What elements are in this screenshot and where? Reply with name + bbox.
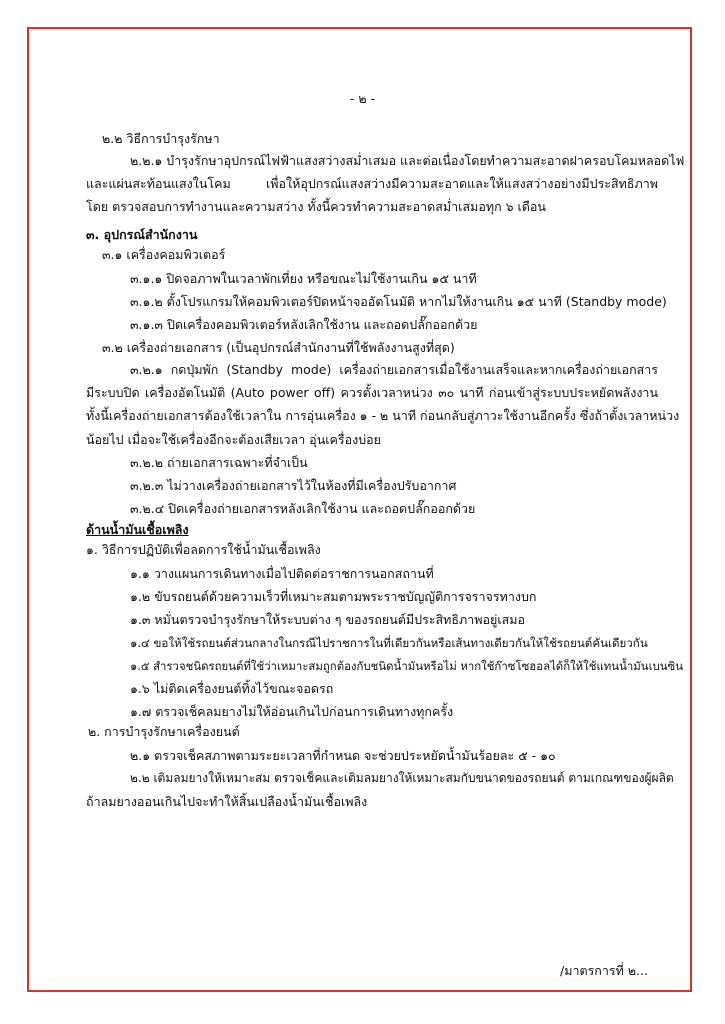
- continuation-footer: /มาตรการที่ ๒...: [560, 963, 648, 978]
- paragraph-2-2-1-line-1: ๒.๒.๑ บำรุงรักษาอุปกรณ์ไฟฟ้าแสงสว่างสม่ำเสมอ และต่อเนื่องโดยทำความสะอาดฝาครอบโคมหลอดไฟ: [130, 153, 685, 168]
- fuel-heading-1: ๑. วิธีการปฏิบัติเพื่อลดการใช้น้ำมันเชื้อเพลิง: [86, 542, 321, 557]
- fuel-item-2-2-line-1: ๒.๒ เติมลมยางให้เหมาะสม ตรวจเช็คและเติมลมยางให้เหมาะสมกับขนาดของรถยนต์ ตามเกณฑของผู้ผลิต: [130, 771, 674, 785]
- fuel-section-heading: ด้านน้ำมันเชื้อเพลิง: [86, 522, 189, 537]
- item-3-1-3: ๓.๑.๓ ปิดเครื่องคอมพิวเตอร์หลังเลิกใช้งาน และถอดปลั๊กออกด้วย: [130, 317, 478, 332]
- fuel-item-1-1: ๑.๑ วางแผนการเดินทางเมื่อไปติดต่อราชการนอกสถานที่: [130, 566, 434, 581]
- page-number: - ๒ -: [349, 91, 376, 106]
- fuel-item-1-7: ๑.๗ ตรวจเช็คลมยางไม่ให้อ่อนเกินไปก่อนการเดินทางทุกครั้ง: [130, 704, 454, 719]
- fuel-item-2-1: ๒.๑ ตรวจเช็คสภาพตามระยะเวลาที่กำหนด จะช่วยประหยัดน้ำมันร้อยละ ๕ - ๑๐: [130, 748, 556, 763]
- item-3-2-4: ๓.๒.๔ ปิดเครื่องถ่ายเอกสารหลังเลิกใช้งาน และถอดปลั๊กออกด้วย: [130, 501, 476, 516]
- item-3-2-2: ๓.๒.๒ ถ่ายเอกสารเฉพาะที่จำเป็น: [130, 455, 308, 470]
- item-3-2-1-line-2: มีระบบปิด เครื่องอัตโนมัติ (Auto power off) ควรตั้งเวลาหน่วง ๓๐ นาที ก่อนเข้าสู่ระบบประหยัดพลังงาน: [86, 385, 658, 400]
- fuel-item-2-2-line-2: ถ้าลมยางออนเกินไปจะทำให้สิ้นเปลืองน้ำมันเชื้อเพลิง: [86, 794, 368, 809]
- item-3-2-1-line-3: ทั้งนี้เครื่องถ่ายเอกสารต้องใช้เวลาใน การอุ่นเครื่อง ๑ - ๒ นาที ก่อนกลับสู่ภาวะใช้งานอีกครั้ง ซึ่งถ้าตั้งเวลาหน่วง: [86, 408, 680, 423]
- subsection-3-1: ๓.๑ เครื่องคอมพิวเตอร์: [102, 247, 226, 262]
- item-3-1-2: ๓.๑.๒ ตั้งโปรแกรมให้คอมพิวเตอร์ปิดหน้าจออัตโนมัติ หากไม่ให้งานเกิน ๑๕ นาที (Standby mode): [130, 294, 667, 309]
- item-3-2-3: ๓.๒.๓ ไม่วางเครื่องถ่ายเอกสารไว้ในห้องที่มีเครื่องปรับอากาศ: [130, 478, 457, 493]
- paragraph-2-2-1-line-3: โดย ตรวจสอบการทำงานและความสว่าง ทั้งนี้ควรทำความสะอาดสม่ำเสมอทุก ๖ เดือน: [86, 199, 546, 214]
- fuel-item-1-4: ๑.๔ ขอให้ใช้รถยนต์ส่วนกลางในกรณีไปราชการในที่เดียวกันหรือเส้นทางเดียวกันให้ใช้รถยนต์คันเดียวกัน: [130, 636, 648, 650]
- item-3-2-1-line-4: น้อยไป เมื่อจะใช้เครื่องอีกจะต้องเสียเวลา อุ่นเครื่องบ่อย: [86, 432, 381, 447]
- fuel-heading-2: ๒. การบำรุงรักษาเครื่องยนต์: [88, 724, 240, 739]
- fuel-item-1-3: ๑.๓ หมั่นตรวจบำรุงรักษาให้ระบบต่าง ๆ ของรถยนต์มีประสิทธิภาพอยู่เสมอ: [130, 612, 525, 627]
- subsection-3-2: ๓.๒ เครื่องถ่ายเอกสาร (เป็นอุปกรณ์สำนักงานที่ใช้พลังงานสูงที่สุด): [102, 340, 455, 355]
- fuel-item-1-5: ๑.๕ สำรวจชนิดรถยนต์ที่ใช้ว่าเหมาะสมถูกต้องกับชนิดน้ำมันหรือไม่ หากใช้ก๊าซโซฮอลได้ก็ให้ใช้แทนน้ำมันเบนซิน: [130, 659, 684, 673]
- section-heading-2-2: ๒.๒ วิธีการบำรุงรักษา: [102, 131, 220, 146]
- fuel-item-1-2: ๑.๒ ขับรถยนต์ด้วยความเร็วที่เหมาะสมตามพระราชบัญญัติการจราจรทางบก: [130, 589, 537, 604]
- item-3-1-1: ๓.๑.๑ ปิดจอภาพในเวลาพักเที่ยง หรือขณะไม่ใช้งานเกิน ๑๕ นาที: [130, 271, 477, 286]
- item-3-2-1-line-1: ๓.๒.๑ กดปุ่มพัก (Standby mode) เครื่องถ่ายเอกสารเมื่อใช้งานเสร็จและหากเครื่องถ่ายเอกสาร: [130, 362, 658, 377]
- paragraph-2-2-1-line-2: และแผ่นสะท้อนแสงในโคม เพื่อให้อุปกรณ์แสงสว่างมีความสะอาดและให้แสงสว่างอย่างมีประสิทธิภาพ: [86, 176, 658, 191]
- fuel-item-1-6: ๑.๖ ไม่ติดเครื่องยนต์ทิ้งไว้ขณะจอดรถ: [130, 681, 334, 696]
- section-heading-3: ๓. อุปกรณ์สำนักงาน: [86, 227, 198, 242]
